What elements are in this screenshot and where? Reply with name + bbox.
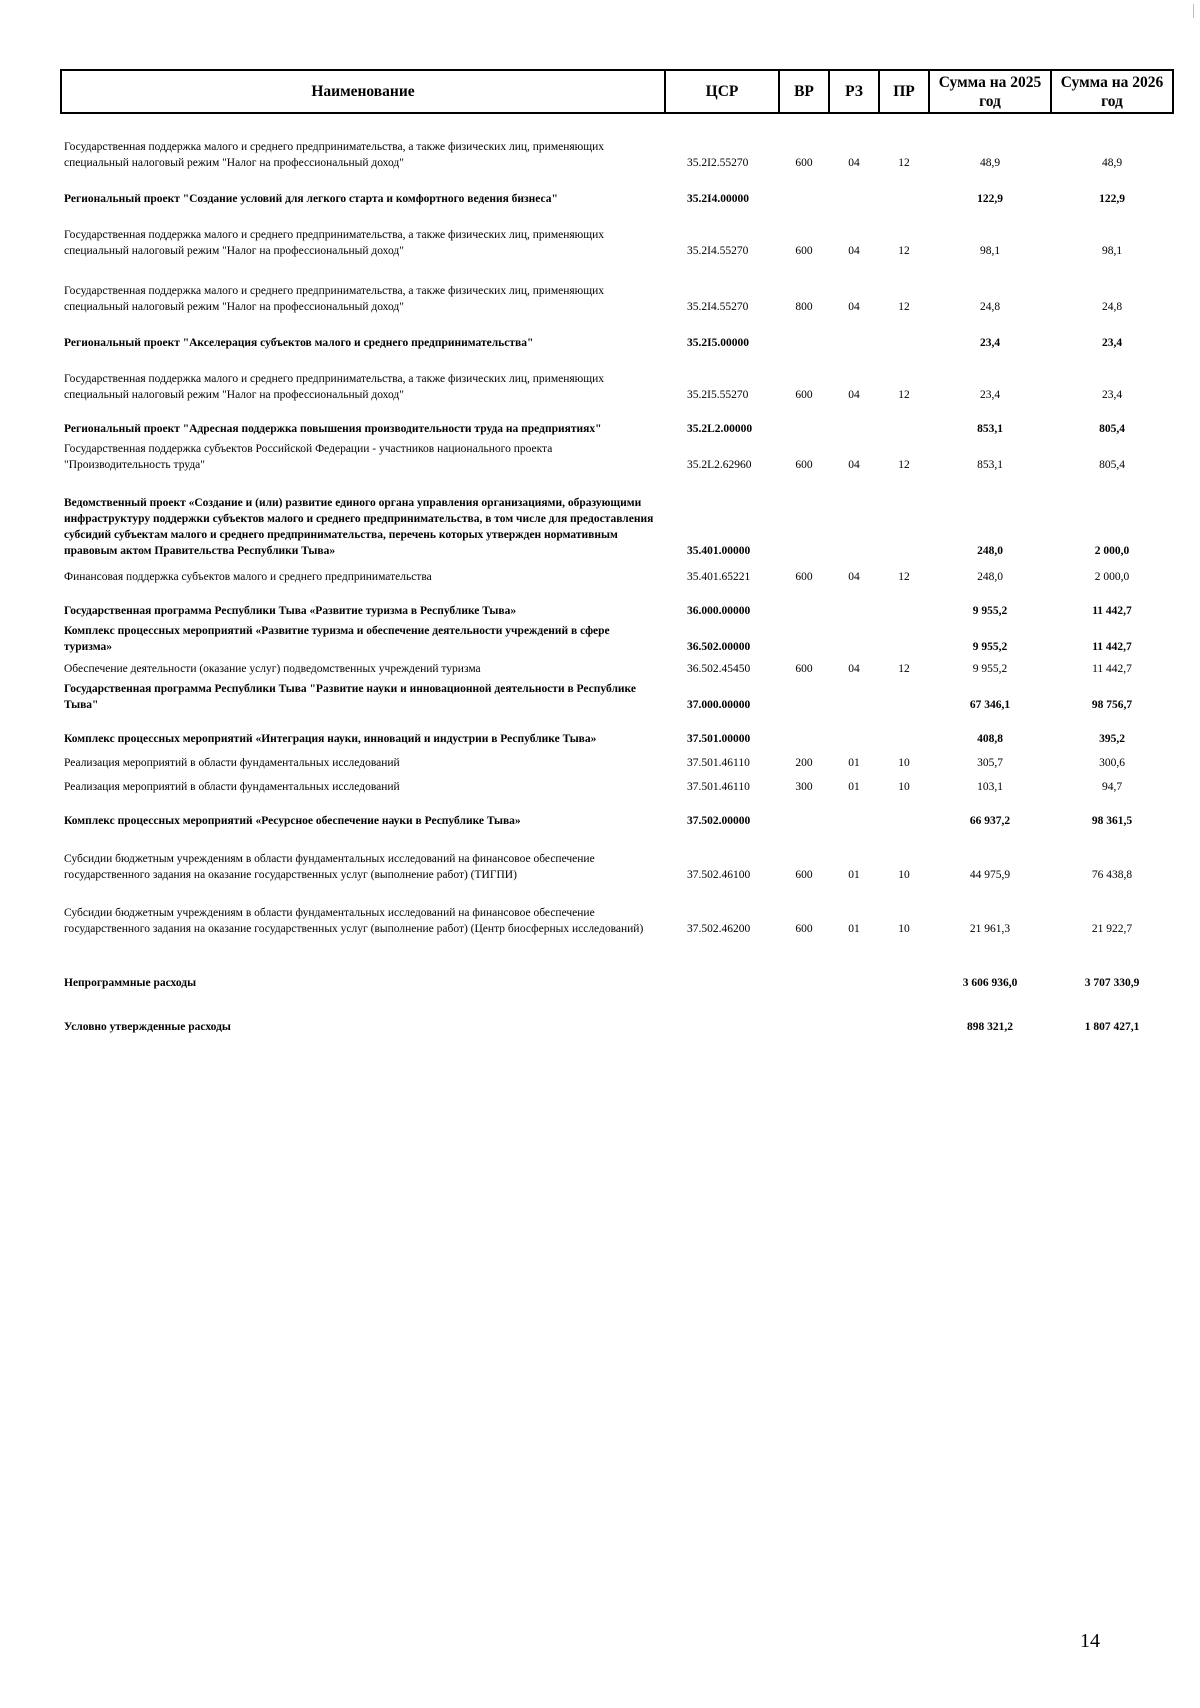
row-vr: 300: [795, 781, 813, 793]
table-row: [61, 797, 1173, 831]
row-sum-2026: 23,4: [1101, 389, 1123, 401]
row-sum-2025: 9 955,2: [972, 641, 1008, 653]
table-row: [61, 439, 1173, 475]
row-pr: [879, 679, 929, 715]
row-sum-2026: 805,4: [1099, 459, 1125, 471]
header-name: Наименование: [61, 70, 665, 113]
row-sum-2026: 300,6: [1099, 757, 1125, 769]
row-name: Комплекс процессных мероприятий «Ресурсное обеспечение науки в Республике Тыва»: [64, 815, 521, 827]
row-sum-2026: 11 442,7: [1092, 605, 1132, 617]
row-name: Комплекс процессных мероприятий «Развитие туризма и обеспечение деятельности учреждений в сфере туризма»: [64, 625, 610, 653]
row-name: Финансовая поддержка субъектов малого и среднего предпринимательства: [64, 571, 432, 583]
row-sum-2025: 67 346,1: [969, 699, 1011, 711]
row-csr: 35.2I2.55270: [687, 157, 749, 169]
row-pr: [879, 475, 929, 561]
row-name: Государственная поддержка малого и среднего предпринимательства, а также физических лиц, применяющих специальный налоговый режим "Налог на профессиональный доход": [64, 141, 604, 169]
row-sum-2025: 853,1: [977, 423, 1003, 435]
row-pr: [879, 993, 929, 1037]
row-vr: [779, 797, 829, 831]
row-csr: 35.2L2.62960: [687, 459, 752, 471]
header-rz: РЗ: [829, 70, 879, 113]
row-sum-2026: 98 756,7: [1091, 699, 1133, 711]
row-sum-2025: 122,9: [977, 193, 1003, 205]
row-sum-2025: 24,8: [979, 301, 1001, 313]
table-row: [61, 113, 1173, 173]
table-row: [61, 715, 1173, 749]
row-vr: [779, 993, 829, 1037]
row-name: Региональный проект "Создание условий для легкого старта и комфортного ведения бизнеса": [64, 193, 558, 205]
row-csr: 35.2I4.00000: [687, 193, 749, 205]
row-vr: [779, 939, 829, 993]
row-name: Реализация мероприятий в области фундаментальных исследований: [64, 781, 400, 793]
row-sum-2026: 98 361,5: [1091, 815, 1133, 827]
row-name: Комплекс процессных мероприятий «Интеграция науки, инноваций и индустрии в Республике Тыва»: [64, 733, 597, 745]
row-name: Государственная поддержка малого и среднего предпринимательства, а также физических лиц, применяющих специальный налоговый режим "Налог на профессиональный доход": [64, 373, 604, 401]
row-sum-2025: 853,1: [977, 459, 1003, 471]
row-sum-2026: 122,9: [1099, 193, 1125, 205]
table-row: [61, 657, 1173, 679]
table-row: [61, 209, 1173, 261]
header-sum-2025: Сумма на 2025 год: [929, 70, 1051, 113]
row-rz: 04: [848, 157, 860, 169]
row-pr: [879, 715, 929, 749]
row-csr: 36.502.45450: [687, 663, 751, 675]
row-vr: 600: [795, 157, 813, 169]
table-body: [61, 113, 1173, 1037]
row-pr: [879, 173, 929, 209]
row-pr: [879, 797, 929, 831]
row-name: Государственная программа Республики Тыва "Развитие науки и инновационной деятельности в Республике Тыва": [64, 683, 636, 711]
row-sum-2026: 21 922,7: [1091, 923, 1133, 935]
row-rz: [829, 475, 879, 561]
row-sum-2025: 9 955,2: [972, 663, 1008, 675]
row-rz: 01: [848, 923, 860, 935]
row-sum-2025: 98,1: [979, 245, 1001, 257]
row-sum-2025: 103,1: [977, 781, 1003, 793]
row-sum-2025: 305,7: [977, 757, 1003, 769]
row-sum-2025: 408,8: [977, 733, 1003, 745]
row-rz: 04: [848, 459, 860, 471]
header-vr: ВР: [779, 70, 829, 113]
row-name: Непрограммные расходы: [64, 977, 197, 989]
row-rz: 04: [848, 245, 860, 257]
row-vr: [779, 317, 829, 353]
row-sum-2025: 21 961,3: [969, 923, 1011, 935]
row-sum-2026: 98,1: [1101, 245, 1123, 257]
row-csr: [665, 939, 779, 993]
row-sum-2026: 76 438,8: [1091, 869, 1133, 881]
row-pr: [879, 317, 929, 353]
table-row: [61, 939, 1173, 993]
row-pr: 12: [898, 389, 910, 401]
row-pr: 12: [898, 301, 910, 313]
row-vr: 600: [795, 459, 813, 471]
row-csr: 37.000.00000: [687, 699, 751, 711]
row-name: Субсидии бюджетным учреждениям в области фундаментальных исследований на финансовое обеспечение государственного задания на оказание государственных услуг (выполнение работ) (Центр биосферных исследований): [64, 907, 644, 935]
row-rz: [829, 797, 879, 831]
row-pr: 12: [898, 663, 910, 675]
row-sum-2026: 1 807 427,1: [1084, 1021, 1140, 1033]
row-csr: 36.000.00000: [687, 605, 751, 617]
table-row: [61, 561, 1173, 587]
table-row: [61, 621, 1173, 657]
row-vr: 600: [795, 663, 813, 675]
row-name: Субсидии бюджетным учреждениям в области фундаментальных исследований на финансовое обеспечение государственного задания на оказание государственных услуг (выполнение работ) (ТИГПИ): [64, 853, 595, 881]
row-csr: 35.2I5.55270: [687, 389, 749, 401]
row-name: Региональный проект "Адресная поддержка повышения производительности труда на предприятиях": [64, 423, 602, 435]
row-rz: [829, 587, 879, 621]
row-rz: [829, 173, 879, 209]
row-sum-2025: 9 955,2: [972, 605, 1008, 617]
row-csr: 37.502.46100: [687, 869, 751, 881]
row-sum-2026: 23,4: [1101, 337, 1123, 349]
row-pr: 10: [898, 869, 910, 881]
table-row: [61, 353, 1173, 405]
table-row: [61, 587, 1173, 621]
row-pr: 12: [898, 459, 910, 471]
row-pr: [879, 405, 929, 439]
table-row: [61, 773, 1173, 797]
row-sum-2026: 11 442,7: [1092, 663, 1132, 675]
row-sum-2025: 44 975,9: [969, 869, 1011, 881]
row-name: Государственная поддержка субъектов Российской Федерации - участников национального проекта "Производительность труда": [64, 443, 553, 471]
row-csr: 37.501.46110: [687, 781, 750, 793]
row-sum-2026: 805,4: [1099, 423, 1125, 435]
row-rz: 01: [848, 869, 860, 881]
row-csr: 35.401.00000: [687, 545, 751, 557]
budget-table: [60, 69, 1174, 1037]
row-rz: [829, 993, 879, 1037]
row-vr: 600: [795, 869, 813, 881]
table-row: [61, 173, 1173, 209]
scan-mark: [1193, 4, 1194, 18]
row-name: Региональный проект "Акселерация субъектов малого и среднего предпринимательства": [64, 337, 534, 349]
row-csr: 37.501.00000: [687, 733, 751, 745]
row-rz: 01: [848, 757, 860, 769]
row-name: Ведомственный проект «Создание и (или) развитие единого органа управления организациями, образующими инфраструктуру поддержки субъектов малого и среднего предпринимательства, в том числе для предоставления субсидий субъектам малого и среднего предпринимательства, перечень которых утвержден нормативным правовым актом Правительства Республики Тыва»: [64, 497, 654, 557]
table-row: [61, 993, 1173, 1037]
row-pr: [879, 621, 929, 657]
row-sum-2026: 2 000,0: [1094, 545, 1130, 557]
table-row: [61, 475, 1173, 561]
row-name: Государственная программа Республики Тыва «Развитие туризма в Республике Тыва»: [64, 605, 517, 617]
row-sum-2026: 24,8: [1101, 301, 1123, 313]
row-pr: 12: [898, 571, 910, 583]
row-vr: [779, 621, 829, 657]
row-rz: [829, 621, 879, 657]
row-rz: [829, 405, 879, 439]
row-vr: 600: [795, 571, 813, 583]
row-rz: [829, 317, 879, 353]
page-number: 14: [1080, 1630, 1100, 1652]
row-pr: 10: [898, 923, 910, 935]
row-vr: [779, 715, 829, 749]
row-rz: 04: [848, 389, 860, 401]
row-rz: 04: [848, 301, 860, 313]
row-sum-2025: 3 606 936,0: [962, 977, 1018, 989]
row-rz: [829, 715, 879, 749]
row-vr: 600: [795, 389, 813, 401]
row-sum-2026: 48,9: [1101, 157, 1123, 169]
row-sum-2026: 3 707 330,9: [1084, 977, 1140, 989]
row-vr: [779, 679, 829, 715]
row-rz: 01: [848, 781, 860, 793]
row-sum-2025: 23,4: [979, 389, 1001, 401]
row-sum-2025: 23,4: [979, 337, 1001, 349]
table-row: [61, 317, 1173, 353]
row-sum-2026: 94,7: [1101, 781, 1123, 793]
row-csr: [665, 993, 779, 1037]
header-pr: ПР: [879, 70, 929, 113]
row-pr: 12: [898, 157, 910, 169]
row-pr: 10: [898, 757, 910, 769]
row-name: Государственная поддержка малого и среднего предпринимательства, а также физических лиц, применяющих специальный налоговый режим "Налог на профессиональный доход": [64, 285, 604, 313]
table-row: [61, 679, 1173, 715]
row-vr: 600: [795, 923, 813, 935]
row-pr: [879, 939, 929, 993]
row-pr: 10: [898, 781, 910, 793]
table-header: [61, 70, 1173, 113]
row-rz: [829, 939, 879, 993]
table-row: [61, 261, 1173, 317]
row-name: Реализация мероприятий в области фундаментальных исследований: [64, 757, 400, 769]
row-vr: 600: [795, 245, 813, 257]
header-sum-2026: Сумма на 2026 год: [1051, 70, 1173, 113]
table-row: [61, 885, 1173, 939]
row-csr: 36.502.00000: [687, 641, 751, 653]
row-name: Обеспечение деятельности (оказание услуг) подведомственных учреждений туризма: [64, 663, 481, 675]
row-pr: [879, 587, 929, 621]
row-csr: 37.502.46200: [687, 923, 751, 935]
row-csr: 35.2I5.00000: [687, 337, 749, 349]
row-sum-2026: 2 000,0: [1094, 571, 1130, 583]
row-sum-2026: 11 442,7: [1092, 641, 1132, 653]
row-pr: 12: [898, 245, 910, 257]
table-row: [61, 405, 1173, 439]
row-sum-2025: 248,0: [977, 545, 1003, 557]
table-row: [61, 749, 1173, 773]
row-vr: 800: [795, 301, 813, 313]
header-csr: ЦСР: [665, 70, 779, 113]
row-csr: 35.401.65221: [687, 571, 751, 583]
row-rz: [829, 679, 879, 715]
row-sum-2025: 48,9: [979, 157, 1001, 169]
row-vr: [779, 173, 829, 209]
row-name: Условно утвержденные расходы: [64, 1021, 231, 1033]
row-sum-2025: 66 937,2: [969, 815, 1011, 827]
row-rz: 04: [848, 571, 860, 583]
row-vr: 200: [795, 757, 813, 769]
row-name: Государственная поддержка малого и среднего предпринимательства, а также физических лиц, применяющих специальный налоговый режим "Налог на профессиональный доход": [64, 229, 604, 257]
row-csr: 35.2I4.55270: [687, 245, 749, 257]
row-csr: 37.501.46110: [687, 757, 750, 769]
row-csr: 35.2L2.00000: [687, 423, 753, 435]
row-csr: 37.502.00000: [687, 815, 751, 827]
row-vr: [779, 587, 829, 621]
row-sum-2026: 395,2: [1099, 733, 1125, 745]
row-rz: 04: [848, 663, 860, 675]
row-vr: [779, 405, 829, 439]
row-sum-2025: 248,0: [977, 571, 1003, 583]
row-sum-2025: 898 321,2: [967, 1021, 1013, 1033]
row-vr: [779, 475, 829, 561]
table-row: [61, 831, 1173, 885]
row-csr: 35.2I4.55270: [687, 301, 749, 313]
